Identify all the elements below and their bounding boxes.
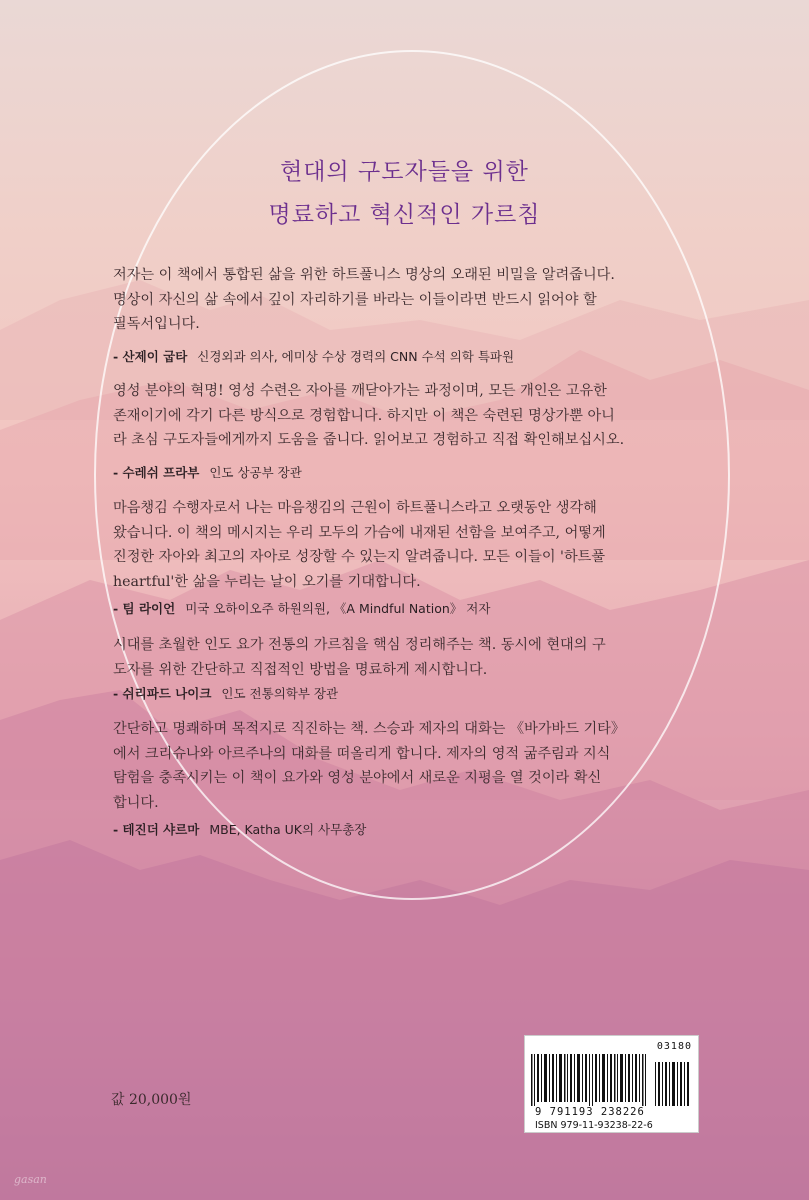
- text-line: 마음챙김 수행자로서 나는 마음챙김의 근원이 하트풀니스라고 오랫동안 생각해: [113, 500, 597, 516]
- endorser-name: - 산제이 굽타: [113, 349, 188, 364]
- endorser-title: 인도 전통의학부 장관: [221, 686, 339, 701]
- text-line: 도자를 위한 간단하고 직접적인 방법을 명료하게 제시합니다.: [113, 661, 488, 678]
- endorser-name: - 팀 라이언: [113, 601, 176, 616]
- barcode-addon: 03180: [656, 1041, 692, 1052]
- text-line: 존재이기에 각기 다른 방식으로 경험합니다. 하지만 이 책은 숙련된 명상가뿐 아니: [113, 407, 615, 424]
- text-line: 진정한 자아와 최고의 자아로 성장할 수 있는지 알려줍니다. 모든 이들이 '하트풀: [113, 549, 606, 565]
- barcode-digits: 9 791193 238226: [535, 1106, 645, 1118]
- text-line: 명상이 자신의 삶 속에서 깊이 자리하기를 바라는 이들이라면 반드시 읽어야 할: [113, 291, 597, 308]
- text-line: 영성 분야의 혁명! 영성 수련은 자아를 깨닫아가는 과정이며, 모든 개인은 고유한: [113, 383, 607, 399]
- endorser-name: - 쉬리파드 나이크: [113, 686, 212, 701]
- text-line: 합니다.: [113, 794, 159, 811]
- isbn-number: ISBN 979-11-93238-22-6: [535, 1120, 653, 1131]
- endorser-name: - 테진더 샤르마: [113, 822, 200, 837]
- endorsement-4-text: [113, 633, 713, 682]
- endorsement-2-attribution: [113, 463, 302, 481]
- publisher-logo: gasan: [14, 1173, 47, 1186]
- endorser-title: 인도 상공부 장관: [209, 465, 302, 480]
- text-line: heartful'한 삶을 누리는 날이 오기를 기대합니다.: [113, 573, 421, 590]
- endorsement-1-attribution: [113, 347, 514, 365]
- endorsement-4-attribution: [113, 684, 338, 702]
- endorser-title: 신경외과 의사, 에미상 수상 경력의 CNN 수석 의학 특파원: [197, 349, 515, 364]
- text-line: 라 초심 구도자들에게까지 도움을 줍니다. 읽어보고 경험하고 직접 확인해보십시오.: [113, 432, 625, 448]
- endorsement-1-text: [113, 263, 713, 337]
- text-line: 왔습니다. 이 책의 메시지는 우리 모두의 가슴에 내재된 선함을 보여주고, 어떻게: [113, 524, 606, 541]
- endorser-name: - 수레쉬 프라부: [113, 465, 200, 480]
- text-line: 에서 크리슈나와 아르주나의 대화를 떠올리게 합니다. 제자의 영적 굶주림과 지식: [113, 745, 611, 762]
- text-line: 필독서입니다.: [113, 316, 200, 332]
- text-line: 탐험을 충족시키는 이 책이 요가와 영성 분야에서 새로운 지평을 열 것이라 확신: [113, 770, 602, 786]
- endorsement-2-text: [113, 379, 713, 453]
- endorsement-3-text: [113, 496, 713, 594]
- headline-line-1: 현대의 구도자들을 위한: [280, 159, 529, 185]
- endorsement-5-text: [113, 717, 713, 815]
- text-line: 간단하고 명쾌하며 목적지로 직진하는 책. 스승과 제자의 대화는 《바가바드 기타》: [113, 721, 626, 737]
- endorsement-5-attribution: [113, 820, 366, 838]
- endorsement-3-attribution: [113, 599, 490, 617]
- text-line: 시대를 초월한 인도 요가 전통의 가르침을 핵심 정리해주는 책. 동시에 현대의 구: [113, 637, 606, 653]
- isbn-barcode: [524, 1035, 699, 1133]
- headline-line-2: 명료하고 혁신적인 가르침: [268, 202, 541, 228]
- barcode-bars: [531, 1054, 692, 1106]
- text-line: 저자는 이 책에서 통합된 삶을 위한 하트풀니스 명상의 오래된 비밀을 알려줍니다.: [113, 267, 615, 283]
- endorser-title: 미국 오하이오주 하원의원, 《A Mindful Nation》 저자: [185, 601, 491, 616]
- price-label: 값 20,000원: [111, 1092, 192, 1108]
- endorser-title: MBE, Katha UK의 사무총장: [209, 822, 367, 837]
